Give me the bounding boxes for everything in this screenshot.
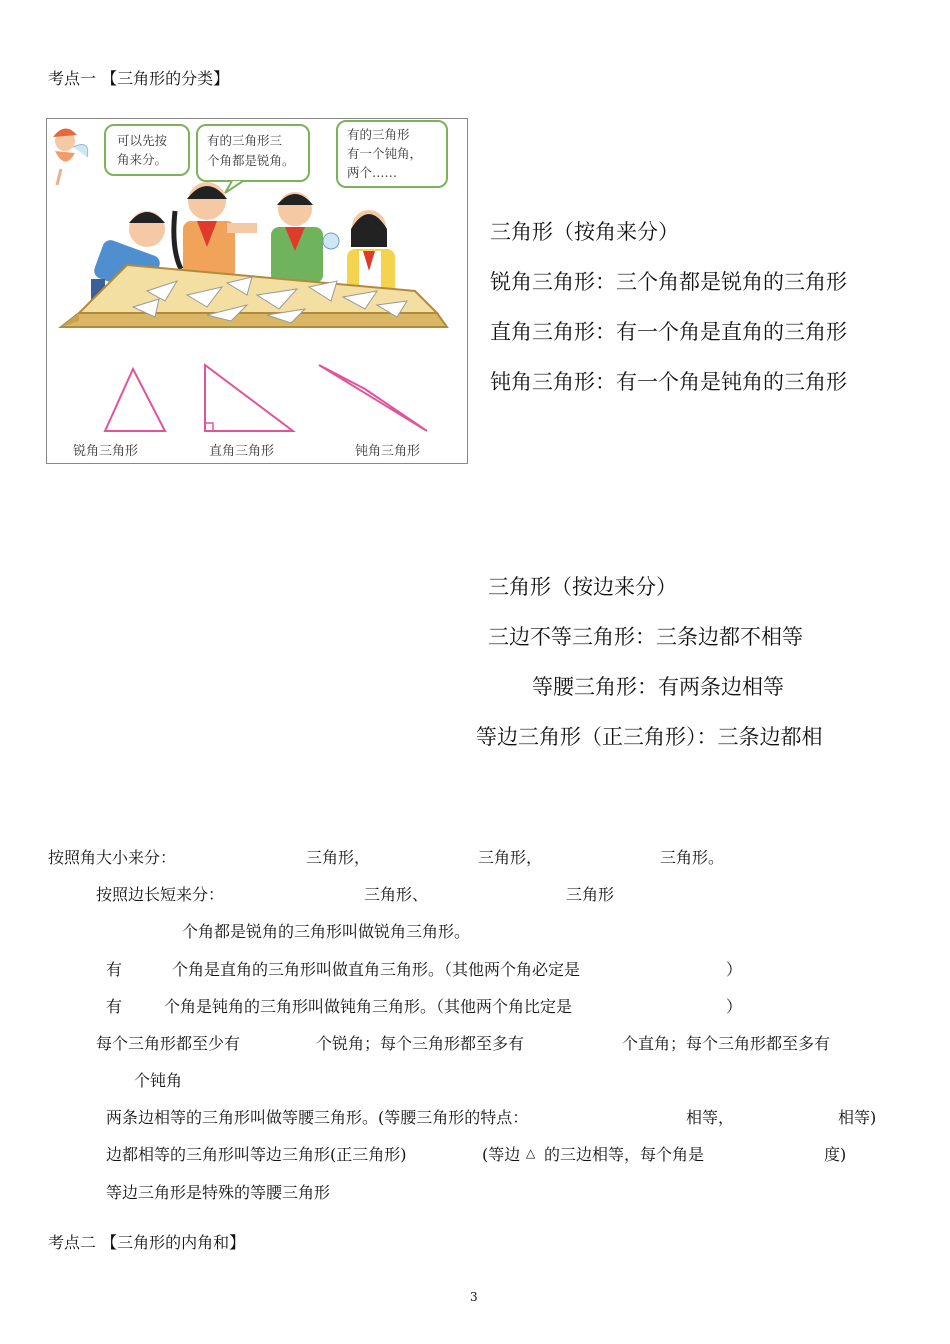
exercise-line-1c: 三角形， [478, 848, 543, 867]
by-angle-item-acute: 锐角三角形：三个角都是锐角的三角形 [490, 270, 847, 294]
page-number: 3 [470, 1290, 478, 1304]
exercise-line-6a: 每个三角形都至少有 [96, 1034, 241, 1053]
exercise-line-1d: 三角形。 [660, 848, 725, 867]
bubble-2-line-1: 有的三角形三 [207, 133, 283, 148]
bubble-3-line-3: 两个…… [347, 165, 398, 180]
exercise-line-4c: ） [726, 960, 743, 979]
exercise-line-2a: 按照边长短来分： [96, 885, 225, 904]
right-triangle-diagram [205, 365, 293, 431]
label-obtuse: 钝角三角形 [355, 444, 421, 459]
exercise-line-8a: 两条边相等的三角形叫做等腰三角形。(等腰三角形的特点： [106, 1108, 529, 1127]
bubble-1-line-2: 角来分。 [117, 152, 168, 167]
right-angle-mark [205, 423, 213, 431]
speech-bubble-1 [105, 125, 189, 175]
by-side-item-equilateral: 等边三角形（正三角形）：三条边都相 [476, 725, 823, 749]
by-angle-item-right: 直角三角形：有一个角是直角的三角形 [490, 320, 847, 344]
bubble-3-line-2: 有一个钝角， [347, 146, 423, 161]
exercise-line-2c: 三角形 [566, 885, 615, 904]
by-angle-item-obtuse: 钝角三角形：有一个角是钝角的三角形 [490, 370, 847, 394]
section-heading-1: 考点一 【三角形的分类】 [48, 69, 230, 88]
exercise-line-2b: 三角形、 [364, 885, 429, 904]
exercise-line-6c: 个直角；每个三角形都至多有 [622, 1034, 831, 1053]
by-side-title: 三角形（按边来分） [488, 575, 677, 599]
exercise-line-4b: 个角是直角的三角形叫做直角三角形。（其他两个角必定是 [172, 960, 581, 979]
exercise-line-6b: 个锐角；每个三角形都至多有 [316, 1034, 525, 1053]
exercise-line-9d: 度) [824, 1145, 847, 1164]
bubble-3-line-1: 有的三角形 [347, 127, 410, 142]
bubble-2-line-2: 个角都是锐角。 [207, 153, 295, 168]
exercise-line-5c: ） [726, 997, 743, 1016]
speech-bubble-2 [197, 125, 309, 193]
exercise-line-3: 个角都是锐角的三角形叫做锐角三角形。 [182, 922, 471, 941]
speech-bubble-3 [337, 121, 447, 187]
exercise-line-9c: 的三边相等，每个角是 [544, 1145, 705, 1164]
exercise-line-1b: 三角形， [306, 848, 371, 867]
by-angle-title: 三角形（按角来分） [490, 220, 679, 244]
acute-triangle-diagram [105, 369, 165, 431]
by-side-item-isosceles: 等腰三角形：有两条边相等 [532, 675, 784, 699]
exercise-line-10: 等边三角形是特殊的等腰三角形 [106, 1183, 331, 1202]
exercise-line-5a: 有 [106, 997, 123, 1016]
exercise-line-9a: 边都相等的三角形叫等边三角形(正三角形) [106, 1145, 407, 1164]
label-acute: 锐角三角形 [73, 444, 139, 459]
exercise-line-8c: 相等) [838, 1108, 877, 1127]
section-heading-2: 考点二 【三角形的内角和】 [48, 1233, 246, 1252]
obtuse-triangle-diagram [319, 365, 427, 431]
triangle-symbol-icon: △ [526, 1146, 536, 1160]
classification-illustration [46, 118, 468, 464]
by-side-item-scalene: 三边不等三角形：三条边都不相等 [488, 625, 803, 649]
exercise-line-9b: (等边 [482, 1145, 521, 1164]
bubble-1-line-1: 可以先按 [117, 133, 168, 148]
exercise-line-8b: 相等， [686, 1108, 735, 1127]
exercise-line-7: 个钝角 [134, 1071, 183, 1090]
exercise-line-4a: 有 [106, 960, 123, 979]
label-right: 直角三角形 [209, 444, 275, 459]
fairy-figure [53, 128, 88, 185]
exercise-line-5b: 个角是钝角的三角形叫做钝角三角形。（其他两个角比定是 [164, 997, 573, 1016]
exercise-line-1a: 按照角大小来分： [48, 848, 177, 867]
